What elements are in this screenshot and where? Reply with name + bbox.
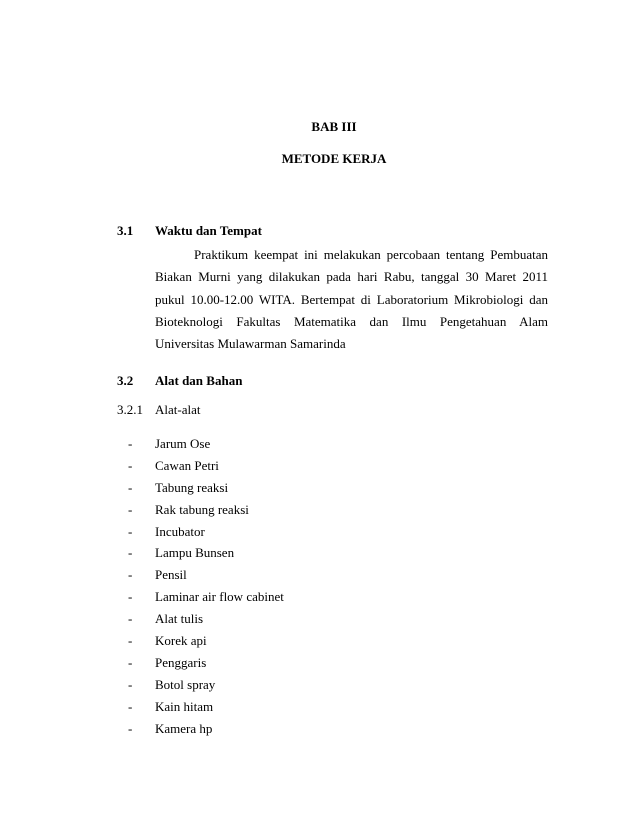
section-number: 3.1 [117,223,134,238]
chapter-title: METODE KERJA [281,151,387,166]
list-bullet: - [128,589,133,605]
list-item-text: Lampu Bunsen [155,545,235,561]
subsection-heading-3-2-1 [117,402,200,418]
list-bullet: - [128,633,133,649]
list-bullet: - [128,501,133,517]
list-item-text: Rak tabung reaksi [155,501,249,517]
list-item-text: Kamera hp [155,720,213,736]
list-bullet: - [128,479,133,495]
subsection-number: 3.2.1 [117,402,143,417]
section-number: 3.2 [117,373,134,388]
section-heading-3-1 [117,223,262,239]
list-bullet: - [128,698,133,714]
list-item-text: Penggaris [155,654,207,670]
list-bullet: - [128,523,133,539]
list-item-text: Cawan Petri [155,457,219,473]
chapter-number: BAB III [311,119,357,134]
list-item-text: Korek api [155,633,207,649]
list-bullet: - [128,457,133,473]
list-bullet: - [128,567,133,583]
section-paragraph: Praktikum keempat ini melakukan percobaan tentang Pembuatan Biakan Murni yang dilakukan pada hari Rabu, tanggal 30 Maret 2011 pukul 10.00-12.00 WITA. Bertempat di Laboratorium Mikrobiologi dan Bioteknologi Fakultas Matematika dan Ilmu Pengetahuan Alam Universitas Mulawarman Samarinda [155,247,548,352]
list-item-text: Botol spray [155,676,216,692]
section-title: Waktu dan Tempat [155,223,262,238]
list-bullet: - [128,545,133,561]
list-bullet: - [128,720,133,736]
list-item-text: Jarum Ose [155,436,211,451]
list-bullet: - [128,676,133,692]
list-item-text: Pensil [155,567,187,583]
list-item-text: Incubator [155,523,205,539]
list-bullet: - [128,611,133,627]
list-bullet: - [128,654,133,670]
list-item-text: Laminar air flow cabinet [155,589,284,605]
list-bullet: - [128,436,133,451]
section-heading-3-2 [117,373,242,389]
section-title: Alat dan Bahan [155,373,243,388]
list-item-text: Tabung reaksi [155,479,229,495]
list-item-text: Kain hitam [155,698,214,714]
list-item-text: Alat tulis [155,611,204,627]
subsection-title: Alat-alat [155,402,201,417]
